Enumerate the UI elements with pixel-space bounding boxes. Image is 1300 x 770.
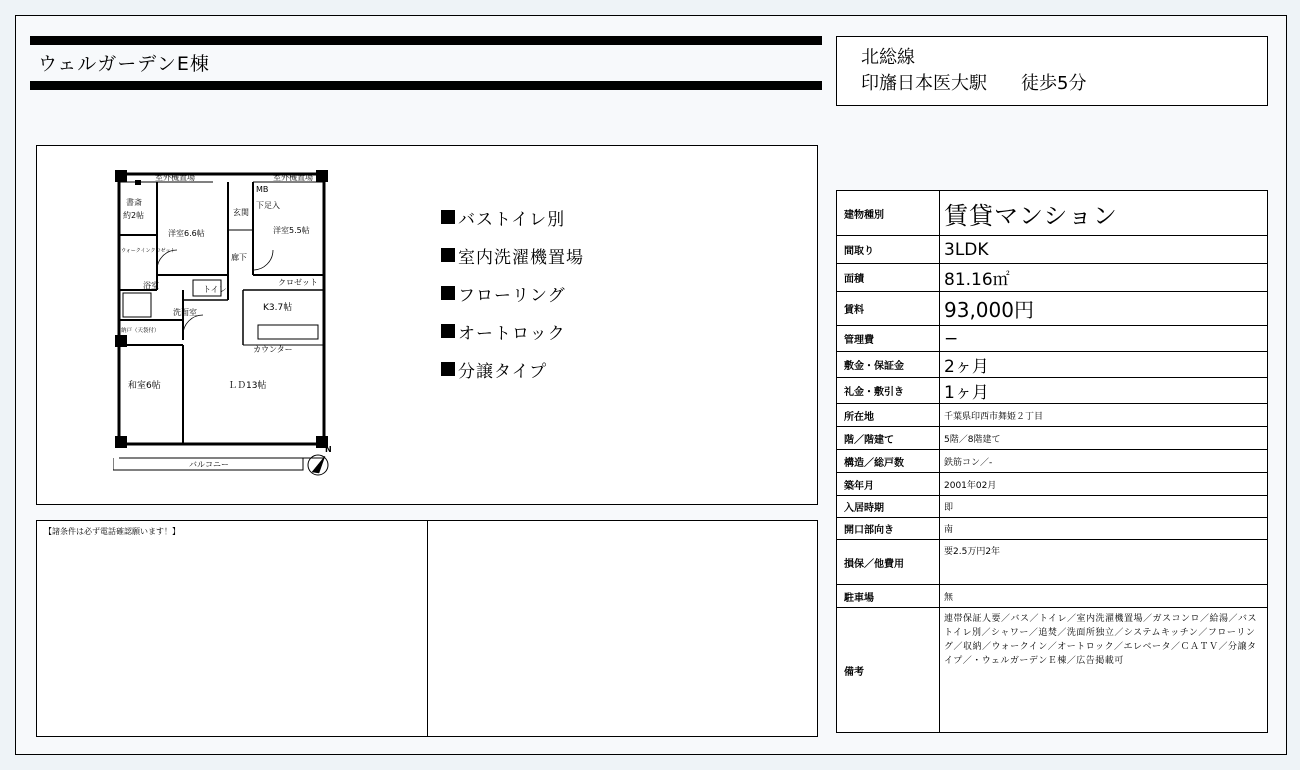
bullet-square-icon — [441, 210, 455, 224]
fp-yokushitsu: 浴室 — [143, 281, 159, 290]
label-remarks: 備考 — [837, 608, 940, 733]
fp-shosai: 書斎 — [126, 198, 142, 207]
row-mgmt — [837, 326, 1268, 352]
label-layout: 間取り — [837, 236, 940, 264]
railway-line: 北総線 — [861, 47, 915, 68]
value-type: 賃貸マンション — [940, 191, 1268, 236]
value-structure: 鉄筋コン／- — [940, 450, 1268, 473]
value-layout: 3LDK — [940, 236, 1268, 264]
label-area: 面積 — [837, 264, 940, 292]
fp-senmen: 洗面室 — [173, 308, 197, 317]
label-floor: 階／階建て — [837, 427, 940, 450]
fp-shosai-size: 約2帖 — [123, 211, 145, 220]
value-area: 81.16㎡ — [940, 264, 1268, 292]
label-facing: 開口部向き — [837, 518, 940, 540]
fp-balcony: バルコニー — [189, 460, 229, 469]
label-type: 建物種別 — [837, 191, 940, 236]
floorplan-drawing — [113, 160, 353, 480]
feature-item: 分譲タイプ — [441, 350, 584, 388]
feature-list — [441, 198, 584, 388]
label-keymoney: 礼金・敷引き — [837, 378, 940, 404]
label-mgmt: 管理費 — [837, 326, 940, 352]
row-deposit — [837, 352, 1268, 378]
fp-shoebox: 下足入 — [256, 201, 280, 210]
row-movein — [837, 496, 1268, 518]
row-parking — [837, 585, 1268, 608]
label-built: 築年月 — [837, 473, 940, 496]
row-structure — [837, 450, 1268, 473]
notice-text: 【諸条件は必ず電話確認願います！】 — [44, 527, 180, 536]
bullet-square-icon — [441, 324, 455, 338]
row-insurance — [837, 540, 1268, 585]
title-bar-top — [30, 36, 822, 45]
row-facing — [837, 518, 1268, 540]
fp-washitsu: 和室6帖 — [128, 381, 161, 391]
fp-closet: クロゼット — [278, 278, 318, 287]
bullet-square-icon — [441, 248, 455, 262]
value-movein: 即 — [940, 496, 1268, 518]
feature-item: オートロック — [441, 312, 584, 350]
value-keymoney: 1ヶ月 — [940, 378, 1268, 404]
fp-storage: 納戸（天袋付） — [121, 328, 160, 334]
fp-rouka: 廊下 — [231, 253, 247, 262]
row-type — [837, 191, 1268, 236]
value-parking: 無 — [940, 585, 1268, 608]
label-rent: 賃料 — [837, 292, 940, 326]
access-box — [836, 36, 1268, 106]
value-floor: 5階／8階建て — [940, 427, 1268, 450]
floorplan-panel — [36, 145, 818, 505]
feature-item: フローリング — [441, 274, 584, 312]
fp-north: N — [325, 445, 332, 454]
bullet-square-icon — [441, 362, 455, 376]
walk-time: 徒歩5分 — [1021, 73, 1087, 94]
row-rent — [837, 292, 1268, 326]
value-remarks: 連帯保証人要／バス／トイレ／室内洗濯機置場／ガスコンロ／給湯／バストイレ別／シャワー／追焚／洗面所独立／システムキッチン／フローリング／収納／ウォークイン／オートロック／エレベータ／ＣＡＴＶ／分譲タイプ／・ウェルガーデンＥ棟／広告掲載可 — [940, 608, 1268, 733]
fp-outdoor-unit-left: 室外機置場 — [155, 173, 195, 182]
fp-genkan: 玄関 — [233, 208, 249, 217]
notes-divider — [427, 521, 428, 736]
feature-item: バストイレ別 — [441, 198, 584, 236]
value-mgmt: − — [940, 326, 1268, 352]
label-insurance: 損保／他費用 — [837, 540, 940, 585]
value-deposit: 2ヶ月 — [940, 352, 1268, 378]
row-remarks — [837, 608, 1268, 733]
value-address: 千葉県印西市舞姫２丁目 — [940, 404, 1268, 427]
bullet-square-icon — [441, 286, 455, 300]
row-layout — [837, 236, 1268, 264]
fp-kitchen: K3.7帖 — [263, 303, 293, 313]
label-movein: 入居時期 — [837, 496, 940, 518]
station-name: 印旛日本医大駅 — [861, 73, 987, 94]
fp-toilet: トイレ — [203, 285, 227, 294]
row-built — [837, 473, 1268, 496]
station-line — [861, 69, 1086, 95]
row-keymoney — [837, 378, 1268, 404]
value-rent: 93,000円 — [940, 292, 1268, 326]
fp-yoshitsu-1: 洋室6.6帖 — [168, 229, 205, 238]
fp-counter: カウンター — [253, 345, 293, 354]
row-area — [837, 264, 1268, 292]
value-built: 2001年02月 — [940, 473, 1268, 496]
fp-outdoor-unit-right: 室外機置場 — [273, 173, 313, 182]
property-details-table — [836, 190, 1268, 733]
title-bar-bottom — [30, 81, 822, 90]
fp-mb: MB — [256, 185, 269, 194]
notes-panel — [36, 520, 818, 737]
row-address — [837, 404, 1268, 427]
fp-yoshitsu-2: 洋室5.5帖 — [273, 226, 310, 235]
building-name: ウェルガーデンE棟 — [38, 53, 210, 75]
label-parking: 駐車場 — [837, 585, 940, 608]
label-deposit: 敷金・保証金 — [837, 352, 940, 378]
value-insurance: 要2.5万円2年 — [940, 540, 1268, 585]
value-facing: 南 — [940, 518, 1268, 540]
label-address: 所在地 — [837, 404, 940, 427]
row-floor — [837, 427, 1268, 450]
feature-item: 室内洗濯機置場 — [441, 236, 584, 274]
label-structure: 構造／総戸数 — [837, 450, 940, 473]
fp-ld: ＬＤ13帖 — [228, 381, 267, 391]
fp-walkin: ウォークインクロゼット — [121, 248, 176, 254]
